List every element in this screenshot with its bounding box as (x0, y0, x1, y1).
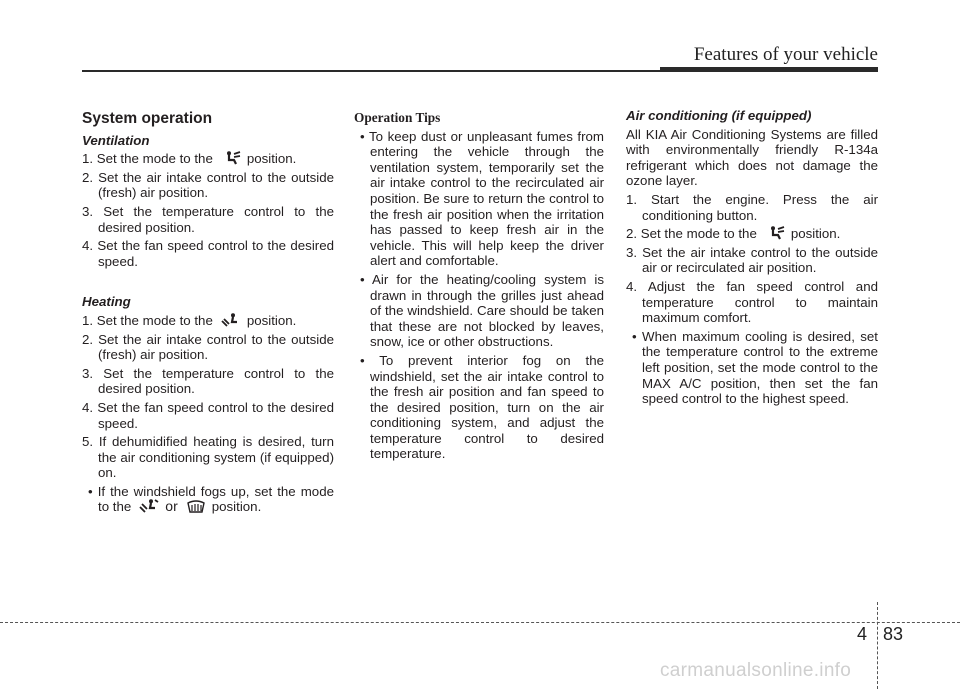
ac-step-4: 4. Adjust the fan speed control and temperature control to maintain maximum comfort. (626, 278, 878, 326)
air-conditioning-heading: Air conditioning (if equipped) (626, 108, 812, 123)
heating-step-4: 4. Set the fan speed control to the desired speed. (82, 399, 334, 431)
ac-step-2: 2. Set the mode to the position. (626, 226, 841, 242)
operation-tips-heading: Operation Tips (354, 110, 441, 125)
defrost-mode-icon (186, 499, 206, 513)
air-conditioning-intro: All KIA Air Conditioning Systems are filled with environmentally friendly R-134a refrigerant which does not damage the ozone layer. (626, 126, 878, 189)
floor-mode-icon (221, 313, 241, 327)
ac-step-1: 1. Start the engine. Press the air conditioning button. (626, 191, 878, 223)
column-middle (354, 108, 604, 465)
header-rule-accent (660, 67, 878, 72)
ac-step-3: 3. Set the air intake control to the outside air or recirculated air position. (626, 244, 878, 276)
face-vent-mode-icon (765, 226, 785, 240)
heating-fog-tip: • If the windshield fogs up, set the mode to the or position. (88, 483, 334, 515)
chapter-number: 4 (857, 624, 868, 644)
heating-heading: Heating (82, 294, 131, 310)
ventilation-step-1: 1. Set the mode to the position. (82, 151, 297, 167)
ac-max-cooling-tip: • When maximum cooling is desired, set the temperature control to the extreme left position, set the mode control to the MAX A/C position, then set the fan speed control to the highest speed. (632, 328, 878, 407)
heating-step-2: 2. Set the air intake control to the outside (fresh) air position. (82, 331, 334, 363)
tip-item: • To prevent interior fog on the windshield, set the air intake control to the fresh air position and fan speed to the desired position, turn on the air conditioning system, and adjust the temperature control to desired temperature. (360, 352, 604, 462)
floor-defrost-mode-icon (139, 499, 159, 513)
ventilation-step-2: 2. Set the air intake control to the outside (fresh) air position. (82, 169, 334, 201)
tip-item: • To keep dust or unpleasant fumes from entering the vehicle through the ventilation system, temporarily set the air intake control to the recirculated air position. Be sure to return the control to the fresh air position when the irritation has passed to keep fresh air in the vehicle. This will help keep the driver alert and comfortable. (360, 128, 604, 269)
heating-step-1: 1. Set the mode to the position. (82, 312, 297, 328)
ventilation-heading: Ventilation (82, 132, 150, 148)
footer-rule (0, 622, 960, 623)
watermark: carmanualsonline.info (660, 660, 852, 681)
system-operation-heading: System operation (82, 110, 213, 127)
footer-divider (877, 602, 878, 689)
heating-step-3: 3. Set the temperature control to the desired position. (82, 365, 334, 397)
ventilation-step-4: 4. Set the fan speed control to the desired speed. (82, 238, 334, 269)
heating-step-5: 5. If dehumidified heating is desired, turn the air conditioning system (if equipped) on. (82, 434, 334, 481)
face-vent-mode-icon (221, 151, 241, 165)
ventilation-step-3: 3. Set the temperature control to the desired position. (82, 203, 334, 235)
section-header-title: Features of your vehicle (693, 44, 878, 65)
column-left (82, 108, 334, 518)
column-right (626, 108, 878, 410)
tip-item: • Air for the heating/cooling system is drawn in through the grilles just ahead of the windshield. Care should be taken that these are not blocked by leaves, snow, ice or other obstructions. (360, 271, 604, 350)
page-number: 83 (883, 624, 904, 644)
